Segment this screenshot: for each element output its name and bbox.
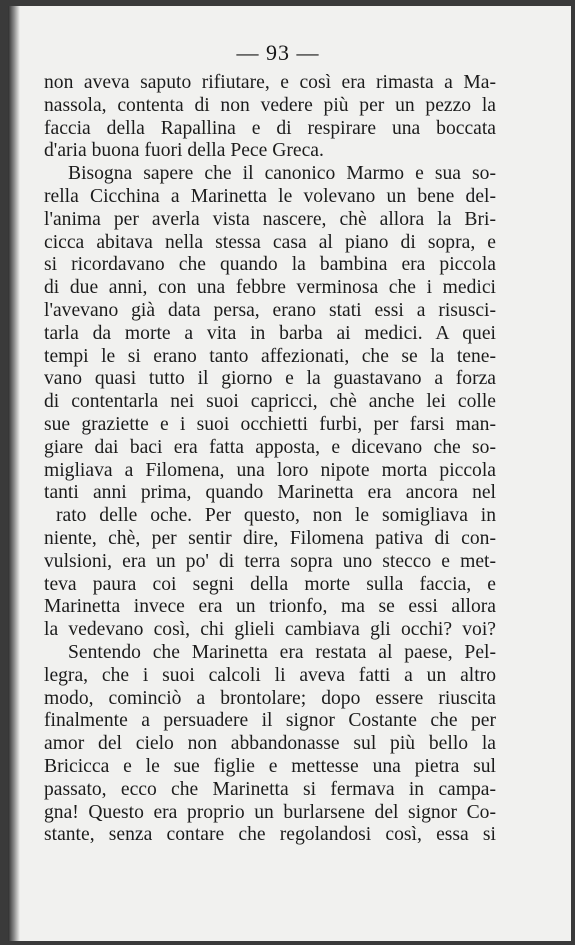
text-line: d'aria buona fuori della Pece Greca. — [44, 140, 324, 162]
text-line: giare dai baci era fatta apposta, e dicevano che so- — [44, 436, 496, 458]
text-line: modo, cominciò a brontolare; dopo essere riuscita — [44, 687, 496, 709]
text-line: rato delle oche. Per questo, non le somigliava in — [56, 505, 496, 527]
text-line: Sentendo che Marinetta era restata al paese, Pel- — [68, 641, 496, 663]
book-page — [8, 6, 571, 941]
text-line: tarla da morte a vita in barba ai medici. A quei — [44, 322, 496, 344]
text-line: vulsioni, era un po' di terra sopra uno stecco e met- — [44, 550, 496, 572]
text-line: di due anni, con una febbre verminosa che i medici — [44, 277, 496, 299]
page-binding-shadow — [8, 6, 20, 941]
text-line: Bisogna sapere che il canonico Marmo e sua so- — [68, 163, 496, 185]
text-line: migliava a Filomena, una loro nipote morta piccola — [44, 459, 496, 481]
text-line: passato, ecco che Marinetta si fermava in campa- — [44, 778, 496, 800]
text-line: nassola, contenta di non vedere più per un pezzo la — [44, 94, 496, 116]
text-line: tanti anni prima, quando Marinetta era ancora nel — [44, 482, 496, 504]
text-line: Bricicca e le sue figlie e mettesse una pietra sul — [44, 755, 496, 777]
text-line: l'anima per averla vista nascere, chè allora la Bri- — [44, 208, 496, 230]
text-line: tempi le si erano tanto affezionati, che se la tene- — [44, 345, 496, 367]
text-line: non aveva saputo rifiutare, e così era rimasta a Ma- — [44, 72, 496, 93]
page-number: — 93 — — [236, 40, 320, 65]
text-line: niente, chè, per sentir dire, Filomena pativa di con- — [44, 527, 496, 549]
text-line: stante, senza contare che regolandosi così, essa si — [44, 824, 496, 846]
text-line: legra, che i suoi calcoli li aveva fatti a un altro — [44, 664, 496, 686]
text-line: sue graziette e i suoi occhietti furbi, per farsi man- — [44, 413, 496, 435]
text-line: vano quasi tutto il giorno e la guastavano a forza — [44, 368, 496, 390]
body-text — [44, 72, 496, 847]
text-line: si ricordavano che quando la bambina era piccola — [44, 254, 496, 276]
text-line: amor del cielo non abbandonasse sul più bello la — [44, 733, 496, 755]
text-line: rella Cicchina a Marinetta le volevano un bene del- — [44, 185, 496, 207]
text-line: finalmente a persuadere il signor Costante che per — [44, 710, 496, 732]
text-line: l'avevano già data persa, erano stati essi a risusci- — [44, 299, 496, 321]
text-line: gna! Questo era proprio un burlarsene del signor Co- — [44, 801, 496, 823]
text-line: la vedevano così, chi glieli cambiava gli occhi? voi? — [44, 619, 496, 641]
text-line: cicca abitava nella stessa casa al piano di sopra, e — [44, 231, 496, 253]
text-line: teva paura coi segni della morte sulla faccia, e — [44, 573, 496, 595]
text-line: di contentarla nei suoi capricci, chè anche lei colle — [44, 391, 496, 413]
text-line: faccia della Rapallina e di respirare una boccata — [44, 117, 496, 139]
text-line: Marinetta invece era un trionfo, ma se essi allora — [44, 596, 496, 618]
